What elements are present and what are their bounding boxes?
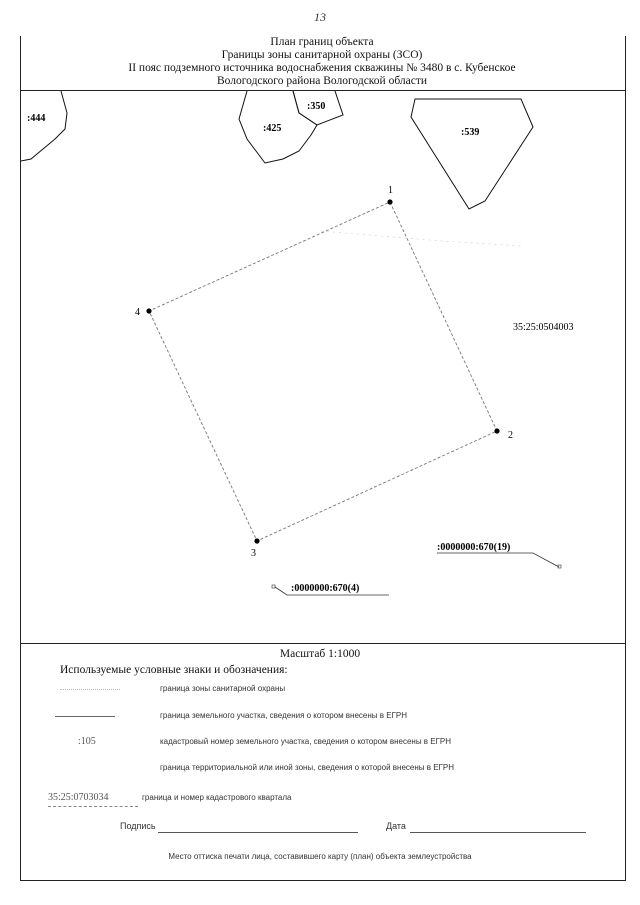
- point-label-1: 1: [388, 185, 393, 196]
- legend-text-territorial: граница территориальной или иной зоны, сведения о которой внесены в ЕГРН: [160, 763, 454, 772]
- legend-symbol-parcel: [55, 716, 115, 717]
- page-number: 13: [314, 10, 326, 24]
- parcel-539-outline: [411, 99, 533, 209]
- cadastral-quarter-label: 35:25:0504003: [513, 322, 574, 333]
- legend-symbol-number: :105: [78, 736, 96, 747]
- legend-frame: [20, 642, 626, 881]
- zone-leader-19: [437, 553, 559, 567]
- point-3-marker: [254, 538, 259, 543]
- legend-symbol-quarter-line: [48, 806, 138, 807]
- legend-title: Используемые условные знаки и обозначения:: [60, 664, 288, 676]
- legend-symbol-quarter: 35:25:0703034: [48, 792, 109, 803]
- parcel-444-outline: [21, 91, 67, 161]
- signature-label: Подпись: [120, 821, 156, 831]
- parcel-label-539: :539: [461, 127, 480, 138]
- faint-trail: [321, 231, 521, 246]
- boundary-map: [21, 91, 625, 643]
- point-label-3: 3: [251, 548, 256, 559]
- legend-symbol-zone: [60, 689, 120, 690]
- point-1-marker: [387, 199, 392, 204]
- map-scale: Масштаб 1:1000: [279, 648, 361, 660]
- legend-text-quarter: граница и номер кадастрового квартала: [142, 793, 292, 802]
- date-label: Дата: [386, 821, 406, 831]
- header-object: II пояс подземного источника водоснабжения скважины № 3480 в с. Кубенское: [128, 62, 516, 74]
- header-location: Вологодского района Вологодской области: [216, 75, 428, 87]
- map-frame: [20, 90, 626, 644]
- legend-text-zone: граница зоны санитарной охраны: [160, 684, 286, 693]
- zone-label-4: :0000000:670(4): [291, 583, 360, 594]
- stamp-place-footer: Место оттиска печати лица, составившего карту (план) объекта землеустройства: [168, 852, 472, 861]
- parcel-label-350: :350: [307, 101, 326, 112]
- parcel-label-444: :444: [27, 113, 46, 124]
- header-subtitle: Границы зоны санитарной охраны (ЗСО): [221, 49, 423, 61]
- zone-label-19: :0000000:670(19): [437, 542, 511, 553]
- legend-text-number: кадастровый номер земельного участка, сведения о котором внесены в ЕГРН: [160, 737, 452, 746]
- signature-line: [158, 832, 358, 833]
- legend-text-parcel: граница земельного участка, сведения о котором внесены в ЕГРН: [160, 711, 408, 720]
- document-header: [20, 36, 624, 88]
- point-4-marker: [146, 308, 151, 313]
- header-title: План границ объекта: [270, 36, 374, 48]
- zone-leader-4-end: [272, 585, 275, 588]
- point-2-marker: [494, 428, 499, 433]
- date-line: [410, 832, 586, 833]
- point-label-2: 2: [508, 430, 513, 441]
- sanitary-zone-boundary: [149, 202, 497, 541]
- parcel-label-425: :425: [263, 123, 282, 134]
- point-label-4: 4: [135, 307, 140, 318]
